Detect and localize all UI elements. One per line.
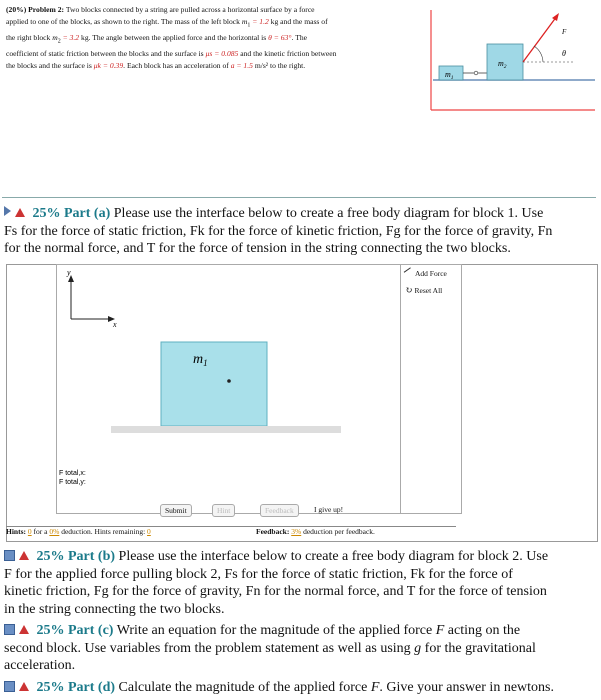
diagram-m2-label: $m_2$ <box>498 59 507 70</box>
part-d-header: 25% Part (d) Calculate the magnitude of the applied force F. Give your answer in newtons. <box>4 679 598 697</box>
problem-diagram <box>425 6 597 116</box>
fbd-canvas[interactable] <box>56 264 402 514</box>
problem-label: Problem 2: <box>28 5 65 14</box>
warning-icon <box>19 625 29 634</box>
diagram-block-2 <box>487 44 523 80</box>
diagram-force-label: F <box>562 28 567 36</box>
diagram-angle-arc <box>534 46 543 62</box>
problem-line-2: applied to one of the blocks, as shown to the right. The mass of the left block $m_1 = 1.2$ kg and the mass of <box>6 17 328 29</box>
problem-points: (20%) <box>6 5 27 14</box>
submit-button[interactable]: Submit <box>160 504 192 517</box>
m1-value: = 1.2 <box>252 17 269 27</box>
diagram-m1-label: $m_1$ <box>445 70 454 81</box>
ftotal-y-label: F total,y: <box>59 479 86 486</box>
muk-value: μk = 0.39 <box>93 60 124 70</box>
y-axis-label: y <box>67 268 71 277</box>
part-b-icon[interactable] <box>4 550 15 561</box>
fbd-sidebar <box>400 264 462 514</box>
mus-value: μs = 0.085 <box>205 48 239 58</box>
reset-all-button[interactable]: ↻ Reset All <box>405 285 443 295</box>
fbd-surface <box>111 426 341 433</box>
hints-bar: Hints: 0 for a 0% deduction. Hints remaining: 0 <box>6 526 256 541</box>
warning-icon <box>15 208 25 217</box>
feedback-bar: Feedback: 3% deduction per feedback. <box>256 526 456 541</box>
problem-line-5: the blocks and the surface is μk = 0.39. Each block has an acceleration of a = 1.5 m/s² to the right. <box>6 60 306 70</box>
add-force-button[interactable]: Add Force <box>405 269 457 278</box>
fbd-block-label: $m_1$ <box>193 352 208 368</box>
part-b-header: 25% Part (b) Please use the interface below to create a free body diagram for block 2. Use F for the applied force pulling block 2, Fs for the force of static friction, Fk for the force of kinetic friction, Fg for the force of gravity, Fn for the normal force, and T for the force of tension in the string connecting the two blocks. <box>4 549 549 617</box>
diagram-force-arrow <box>523 16 557 62</box>
m2-value: = 3.2 <box>62 32 80 42</box>
problem-line-3: the right block $m_2 = 3.2$ kg. The angle between the applied force and the horizontal is θ = 63°. The <box>6 32 308 45</box>
hint-button[interactable]: Hint <box>212 504 235 517</box>
problem-statement <box>6 4 416 72</box>
reset-icon: ↻ <box>405 285 413 295</box>
warning-icon <box>19 682 29 691</box>
a-value: a = 1.5 <box>230 60 253 70</box>
ftotal-x-label: F total,x: <box>59 470 86 477</box>
fbd-controls <box>160 504 400 518</box>
x-axis-label: x <box>113 320 117 329</box>
part-a-header: 25% Part (a) Please use the interface below to create a free body diagram for block 1. Use Fs for the force of static friction, Fk for the force of kinetic friction, Fg for the force of gravity, Fn for the normal force, and T for the force of tension in the string connecting the two blocks. <box>4 205 598 258</box>
center-point <box>227 379 231 383</box>
give-up-button[interactable]: I give up! <box>314 505 344 514</box>
part-c-header: 25% Part (c) Write an equation for the magnitude of the applied force F acting on the second block. Use variables from the problem statement as well as using g for the gravitational acceleration. <box>4 623 536 673</box>
warning-icon <box>19 551 29 560</box>
problem-line-1: (20%) Problem 2: Two blocks connected by a string are pulled across a horizontal surface by a force <box>6 5 315 14</box>
fbd-block-1[interactable] <box>161 342 267 426</box>
problem-line-4: coefficient of static friction between the blocks and the surface is μs = 0.085 and the kinetic friction between <box>6 48 337 58</box>
part-c-icon[interactable] <box>4 624 15 635</box>
expand-icon[interactable] <box>4 206 11 216</box>
diagram-angle-label: θ <box>562 49 566 58</box>
add-force-icon <box>404 267 415 277</box>
part-d-icon[interactable] <box>4 681 15 692</box>
feedback-button[interactable]: Feedback <box>260 504 299 517</box>
theta-value: θ = 63° <box>268 32 292 42</box>
